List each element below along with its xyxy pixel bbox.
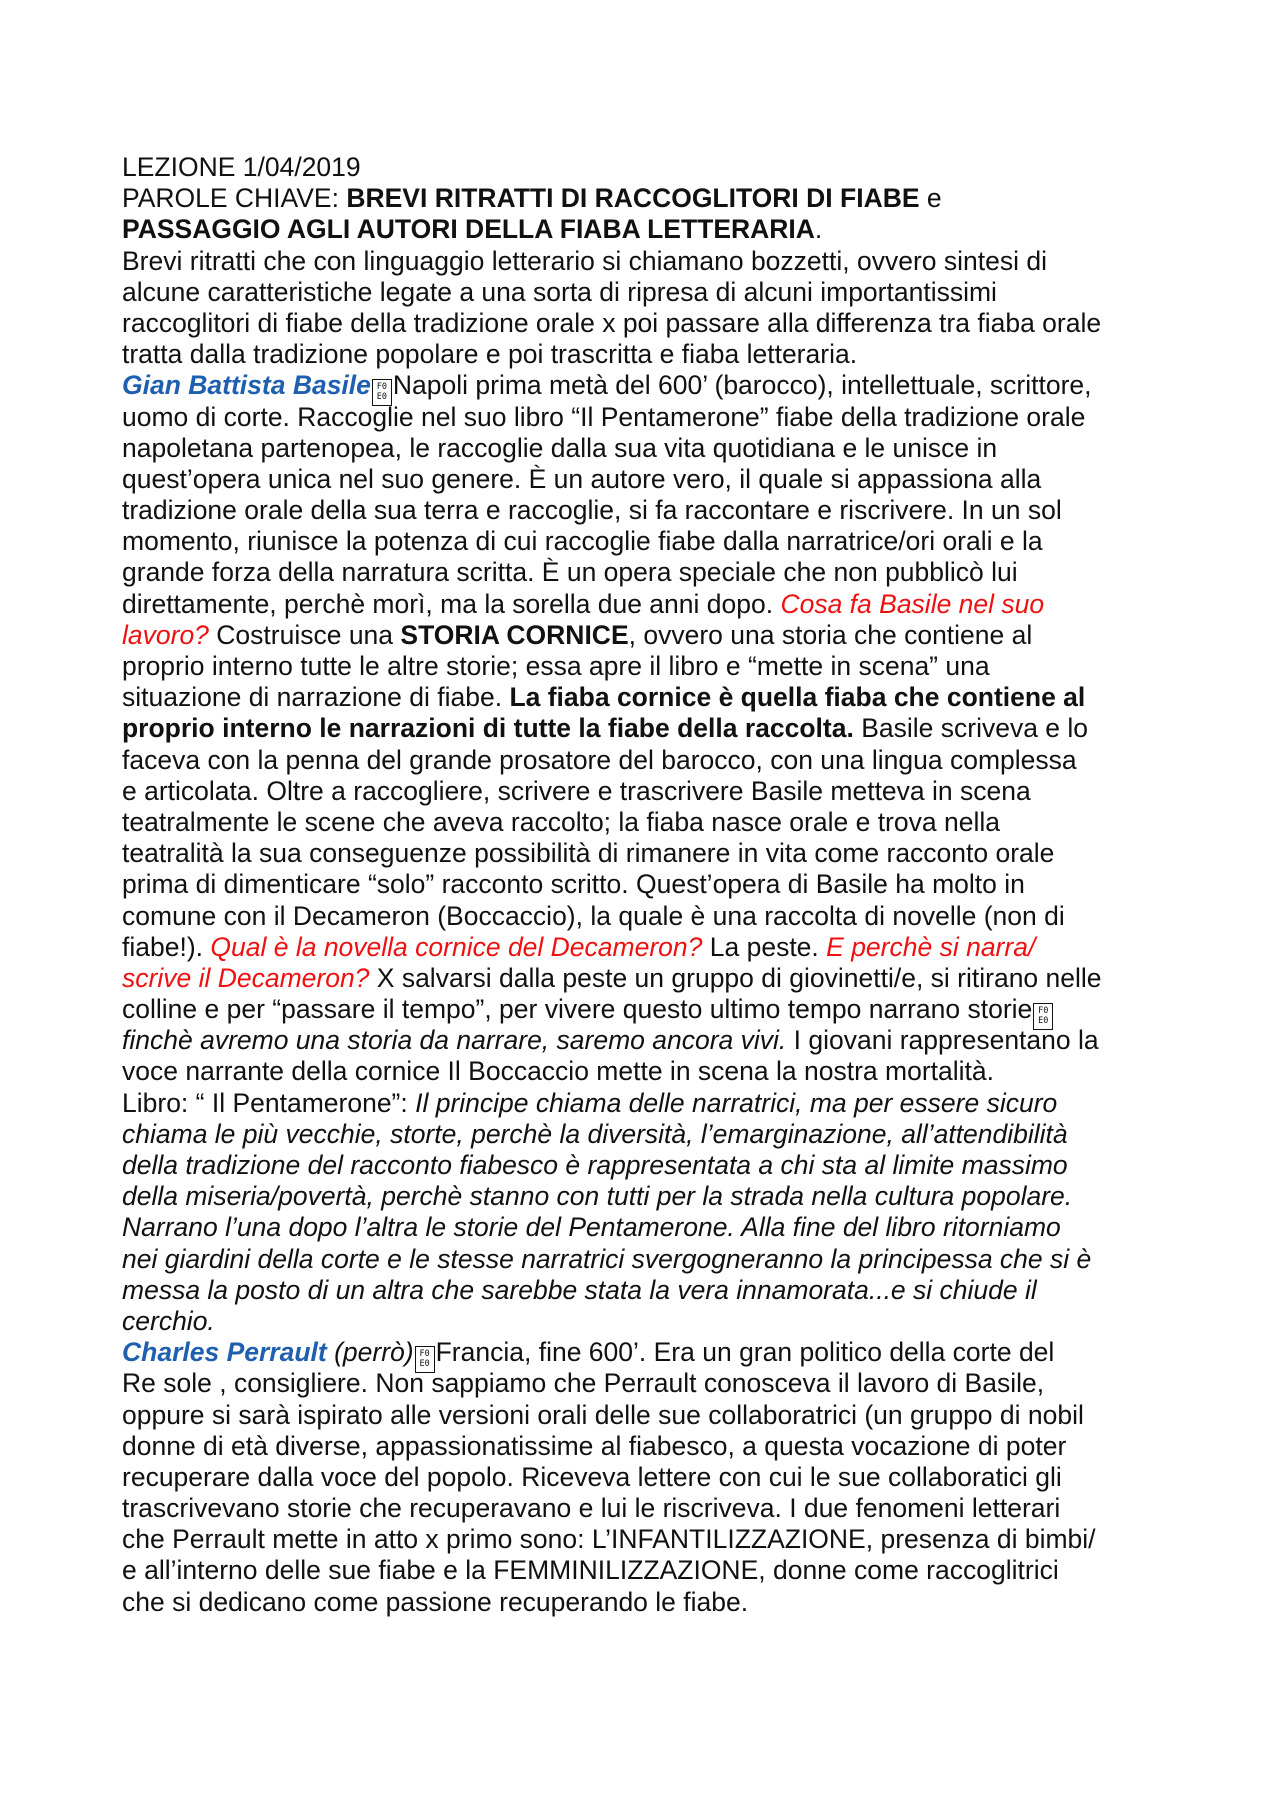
text-run: Napoli prima metà del 600’ (barocco), intellettuale, scrittore, [392,370,1092,401]
question-text: Qual è la novella cornice del Decameron? [210,931,703,962]
bold-text: proprio interno le narrazioni di tutte la fiabe della raccolta. [122,713,854,744]
text-line [122,339,1182,370]
text-line [122,776,1182,807]
text-run: fiabe!). [122,931,211,962]
text-run: trascrivevano storie che recuperavano e lui le riscriveva. I due fenomeni letterari [122,1493,1061,1524]
text-run: tradizione orale della sua terra e raccoglie, si fa raccontare e riscrivere. In un sol [122,495,1062,526]
question-text: E perchè si narra/ [826,931,1036,962]
text-line [122,901,1182,932]
italic-text: finchè avremo una storia da narrare, saremo ancora vivi. [122,1025,787,1056]
text-line [122,1368,1182,1399]
text-line [122,745,1182,776]
text-run: alcune caratteristiche legate a una sorta di ripresa di alcuni importantissimi [122,276,997,307]
text-line [122,651,1182,682]
text-line [122,932,1182,963]
missing-char-box-icon: F0 E0 [415,1346,435,1373]
text-line [122,682,1182,713]
text-run: e articolata. Oltre a raccogliere, scrivere e trascrivere Basile metteva in scena [122,775,1031,806]
text-run: Basile scriveva e lo [853,713,1089,744]
text-line [122,495,1182,526]
text-run: faceva con la penna del grande prosatore del barocco, con una lingua complessa [122,744,1077,775]
text-run: grande forza della narratura scritta. È un opera speciale che non pubblicò lui [122,557,1018,588]
text-run: colline e per “passare il tempo”, per vivere questo ultimo tempo narrano storie [122,994,1033,1025]
italic-text: (perrò) [326,1337,414,1368]
text-line [122,1555,1182,1586]
bold-text: La fiaba cornice è quella fiaba che contiene al [509,682,1086,713]
text-run: oppure si sarà ispirato alle versioni orali delle sue collaboratrici (un gruppo di nobil [122,1399,1084,1430]
text-line [122,464,1182,495]
text-line [122,589,1182,620]
text-line [122,370,1182,401]
text-line [122,1244,1182,1275]
text-run: Brevi ritratti che con linguaggio letterario si chiamano bozzetti, ovvero sintesi di [122,245,1048,276]
text-run: situazione di narrazione di fiabe. [122,682,510,713]
italic-text: Il principe chiama delle narratrici, ma per essere sicuro [415,1087,1058,1118]
text-line [122,1493,1182,1524]
text-line [122,1088,1182,1119]
text-line [122,1056,1182,1087]
text-run: donne di età diverse, appassionatissime al fiabesco, a questa vocazione di poter [122,1430,1067,1461]
text-line [122,183,1182,214]
text-run: Libro: “ Il Pentamerone”: [122,1087,416,1118]
text-run: . [814,214,823,245]
italic-text: chiama le più vecchie, storte, perchè la diversità, l’emarginazione, all’attendibilità [122,1118,1068,1149]
text-line [122,994,1182,1025]
text-run: X salvarsi dalla peste un gruppo di giovinetti/e, si ritirano nelle [369,962,1102,993]
text-run: tratta dalla tradizione popolare e poi trascritta e fiaba letteraria. [122,339,858,370]
text-line [122,838,1182,869]
missing-char-box-icon: F0 E0 [372,379,392,406]
text-run: Francia, fine 600’. Era un gran politico della corte del [435,1337,1055,1368]
italic-text: della miseria/povertà, perchè stanno con tutti per la strada nella cultura popolare. [122,1181,1073,1212]
text-line [122,1400,1182,1431]
text-run: teatralmente le scene che aveva raccolto; la fiaba nasce orale e trova nella [122,806,1000,837]
author-name: Gian Battista Basile [122,370,371,401]
text-run: La peste. [702,931,827,962]
text-run: che Perrault mette in atto x primo sono: L’INFANTILIZZAZIONE, presenza di bimbi/ [122,1524,1096,1555]
text-line [122,433,1182,464]
text-run: teatralità la sua conseguenze possibilità di rimanere in vita come racconto orale [122,838,1055,869]
missing-char-box-icon: F0 E0 [1033,1003,1053,1030]
text-line [122,1337,1182,1368]
text-line [122,807,1182,838]
text-line [122,1306,1182,1337]
text-line [122,277,1182,308]
text-line [122,963,1182,994]
text-run: raccoglitori di fiabe della tradizione orale x poi passare alla differenza tra fiaba orale [122,307,1102,338]
text-line [122,1119,1182,1150]
text-line [122,308,1182,339]
text-line [122,1587,1182,1618]
bold-text: STORIA CORNICE [400,619,629,650]
text-run: napoletana partenopea, le raccoglie dalla sua vita quotidiana e le unisce in [122,432,998,463]
author-name: Charles Perrault [122,1337,327,1368]
text-run: Costruisce una [208,619,401,650]
italic-text: messa la posto di un altra che sarebbe stata la vera innamorata...e si chiude il [122,1274,1037,1305]
text-run: che si dedicano come passione recuperando le fiabe. [122,1586,749,1617]
text-run: Re sole , consigliere. Non sappiamo che Perrault conosceva il lavoro di Basile, [122,1368,1045,1399]
question-text: Cosa fa Basile nel suo [780,588,1045,619]
text-run: momento, riunisce la potenza di cui raccoglie fiabe dalla narratrice/ori orali e la [122,526,1043,557]
text-run: LEZIONE 1/04/2019 [122,152,361,182]
text-run: recuperare dalla voce del popolo. Riceveva lettere con cui le sue collaboratici gli [122,1461,1062,1492]
text-line [122,557,1182,588]
document-page [122,152,1182,1618]
text-run: uomo di corte. Raccoglie nel suo libro “Il Pentamerone” fiabe della tradizione orale [122,401,1086,432]
text-line [122,526,1182,557]
question-text: scrive il Decameron? [122,962,370,993]
text-line [122,1524,1182,1555]
text-line [122,713,1182,744]
text-line [122,246,1182,277]
text-run: comune con il Decameron (Boccaccio), la quale è una raccolta di novelle (non di [122,900,1065,931]
text-line [122,620,1182,651]
text-run: e [919,183,942,214]
text-line [122,1150,1182,1181]
text-run: quest’opera unica nel suo genere. È un autore vero, il quale si appassiona alla [122,463,1042,494]
text-line [122,1275,1182,1306]
text-line [122,869,1182,900]
text-line [122,1212,1182,1243]
text-run: , ovvero una storia che contiene al [628,619,1033,650]
text-line [122,152,1182,183]
bold-text: BREVI RITRATTI DI RACCOGLITORI DI FIABE [346,183,920,214]
text-run: proprio interno tutte le altre storie; essa apre il libro e “mette in scena” una [122,651,990,681]
text-run: voce narrante della cornice Il Boccaccio mette in scena la nostra mortalità. [122,1056,994,1087]
text-line [122,402,1182,433]
text-run: direttamente, perchè morì, ma la sorella due anni dopo. [122,588,781,619]
text-run: prima di dimenticare “solo” racconto scritto. Quest’opera di Basile ha molto in [122,869,1025,900]
italic-text: nei giardini della corte e le stesse narratrici svergogneranno la principessa che si è [122,1243,1092,1274]
text-run: PAROLE CHIAVE: [122,183,347,214]
italic-text: Narrano l’una dopo l’altra le storie del Pentamerone. Alla fine del libro ritorniamo [122,1212,1061,1243]
text-run: e all’interno delle sue fiabe e la FEMMINILIZZAZIONE, donne come raccoglitrici [122,1555,1059,1586]
text-line [122,1431,1182,1462]
text-run: I giovani rappresentano la [786,1025,1099,1056]
italic-text: della tradizione del racconto fiabesco è rappresentata a chi sta al limite massimo [122,1150,1068,1180]
italic-text: cerchio. [122,1305,215,1336]
text-line [122,214,1182,245]
text-line [122,1181,1182,1212]
text-line [122,1025,1182,1056]
question-text: lavoro? [122,619,209,650]
text-line [122,1462,1182,1493]
bold-text: PASSAGGIO AGLI AUTORI DELLA FIABA LETTERARIA [122,214,815,245]
